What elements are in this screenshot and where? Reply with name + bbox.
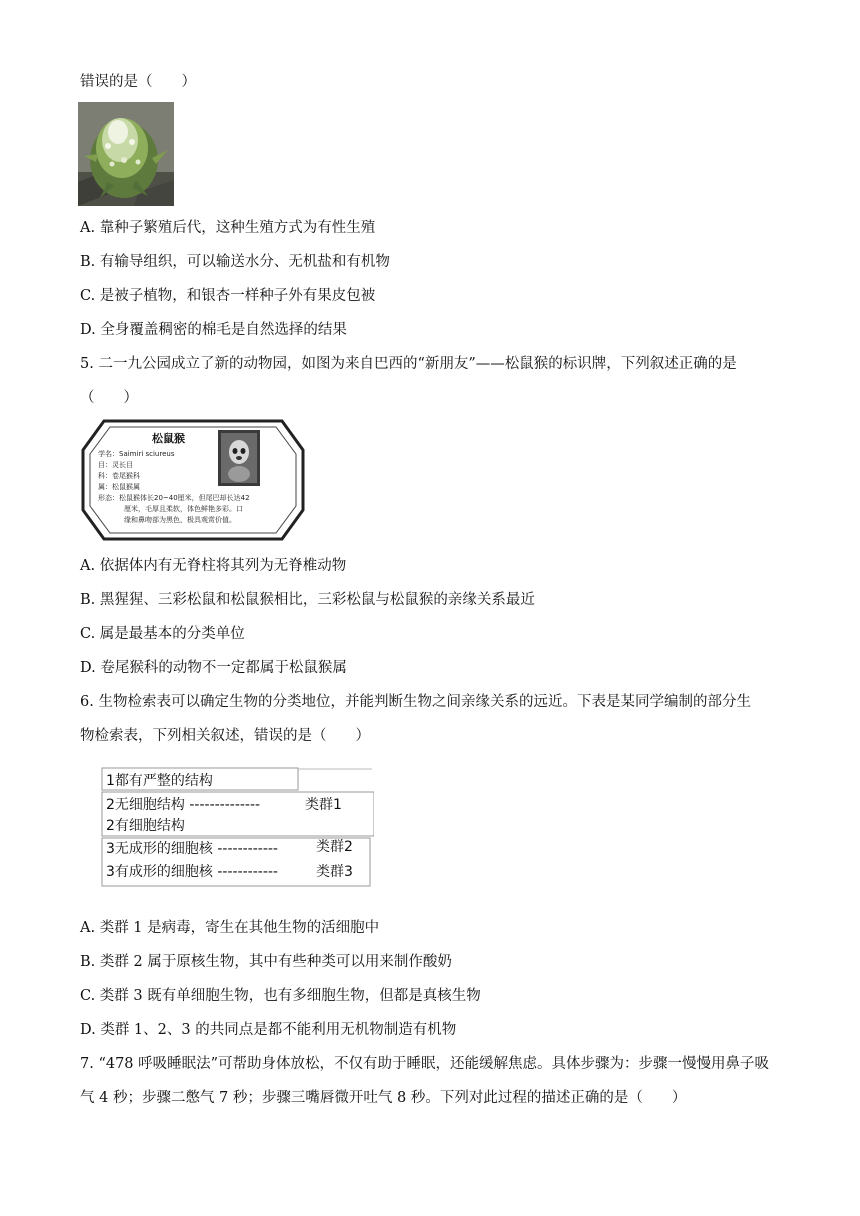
- q4-option-b: B. 有输导组织，可以输送水分、无机盐和有机物: [80, 254, 390, 270]
- q5-option-d: D. 卷尾猴科的动物不一定都属于松鼠猴属: [80, 660, 347, 676]
- q7-stem-line2: 气 4 秒；步骤二憋气 7 秒；步骤三嘴唇微开吐气 8 秒。下列对此过程的描述正确的是（ ）: [80, 1090, 687, 1106]
- q5-option-a: A. 依据体内有无脊柱将其列为无脊椎动物: [80, 558, 347, 574]
- classification-key: [100, 766, 374, 888]
- q5-stem-line2: （ ）: [80, 390, 138, 406]
- q4-option-a: A. 靠种子繁殖后代，这种生殖方式为有性生殖: [80, 220, 376, 236]
- sign-title: 松鼠猴: [152, 432, 185, 445]
- key-row-2a: 2无细胞结构 --------------: [106, 797, 261, 813]
- sign-row-form2: 厘米，毛厚且柔软，体色鲜艳多彩。口: [124, 505, 243, 513]
- q5-option-b: B. 黑猩猩、三彩松鼠和松鼠猴相比，三彩松鼠与松鼠猴的亲缘关系最近: [80, 592, 535, 608]
- sign-row-form1: 形态：松鼠猴体长20~40厘米，但尾巴却长达42: [98, 494, 250, 502]
- q6-option-c: C. 类群 3 既有单细胞生物，也有多细胞生物，但都是真核生物: [80, 988, 481, 1004]
- key-group-3: 类群3: [316, 864, 353, 880]
- q4-option-d: D. 全身覆盖稠密的棉毛是自然选择的结果: [80, 322, 347, 338]
- q4-option-c: C. 是被子植物，和银杏一样种子外有果皮包被: [80, 288, 376, 304]
- sign-row-form3: 缘和鼻吻部为黑色，极具观赏价值。: [124, 516, 236, 524]
- q6-stem-line2: 物检索表，下列相关叙述，错误的是（ ）: [80, 728, 370, 744]
- q7-stem-line1: 7. “478 呼吸睡眠法”可帮助身体放松，不仅有助于睡眠，还能缓解焦虑。具体步骤为：步骤一慢慢用鼻子吸: [80, 1056, 770, 1072]
- q5-option-c: C. 属是最基本的分类单位: [80, 626, 245, 642]
- key-row-2b: 2有细胞结构: [106, 818, 185, 834]
- key-row-3b: 3有成形的细胞核 ------------: [106, 864, 278, 880]
- key-group-2: 类群2: [316, 839, 353, 855]
- key-group-1: 类群1: [305, 797, 342, 813]
- q6-option-b: B. 类群 2 属于原核生物，其中有些种类可以用来制作酸奶: [80, 954, 452, 970]
- q5-stem-line1: 5. 二一九公园成立了新的动物园，如图为来自巴西的“新朋友”——松鼠猴的标识牌，下列叙述正确的是: [80, 356, 737, 372]
- sign-row-family: 科：卷尾猴科: [98, 472, 140, 480]
- sign-row-genus: 属：松鼠猴属: [98, 483, 140, 491]
- q6-option-d: D. 类群 1、2、3 的共同点是都不能利用无机物制造有机物: [80, 1022, 457, 1038]
- q6-stem-line1: 6. 生物检索表可以确定生物的分类地位，并能判断生物之间亲缘关系的远近。下表是某同学编制的部分生: [80, 694, 751, 710]
- plant-photo: [78, 102, 174, 206]
- q6-option-a: A. 类群 1 是病毒，寄生在其他生物的活细胞中: [80, 920, 380, 936]
- key-row-3a: 3无成形的细胞核 ------------: [106, 841, 278, 857]
- sign-row-name: 学名：Saimiri sciureus: [98, 450, 175, 458]
- q4-stem-tail: 错误的是（ ）: [80, 74, 196, 90]
- sign-row-order: 目：灵长目: [98, 461, 133, 469]
- squirrel-monkey-sign: [80, 418, 306, 542]
- key-row-1: 1都有严整的结构: [106, 773, 213, 789]
